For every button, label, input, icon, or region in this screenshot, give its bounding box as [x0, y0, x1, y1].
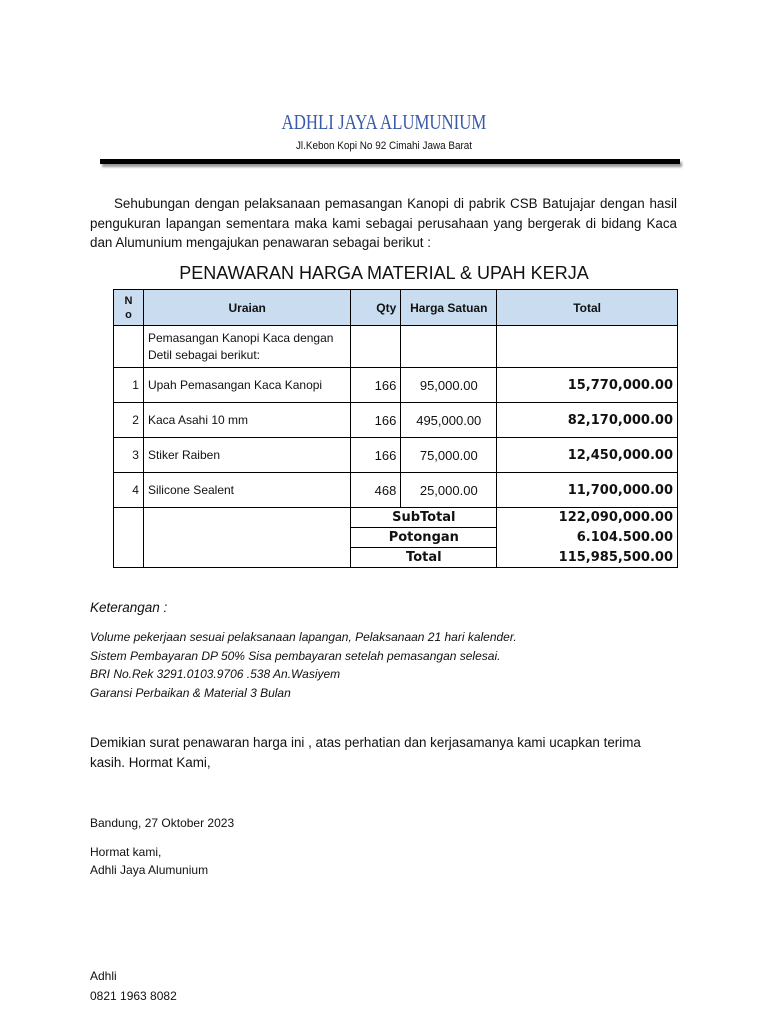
offer-heading: PENAWARAN HARGA MATERIAL & UPAH KERJA [179, 263, 589, 283]
header-divider [100, 159, 680, 164]
cell-no: 1 [114, 368, 144, 403]
signoff-company: Adhli Jaya Alumunium [90, 863, 209, 877]
cell-harga: 25,000.00 [401, 473, 497, 508]
table-row [114, 403, 678, 438]
note-line: Volume pekerjaan sesuai pelaksanaan lapangan, Pelaksanaan 21 hari kalender. [90, 630, 517, 644]
header-qty: Qty [351, 290, 401, 326]
cell-qty: 166 [351, 438, 401, 473]
table-header [114, 290, 678, 326]
cell-qty: 468 [351, 473, 401, 508]
note-line: BRI No.Rek 3291.0103.9706 .538 An.Wasiyem [90, 667, 341, 682]
company-address: Jl.Kebon Kopi No 92 Cimahi Jawa Barat [295, 140, 473, 152]
header-no: N o [114, 290, 144, 326]
date-line: Bandung, 27 Oktober 2023 [90, 816, 235, 830]
cell-no: 4 [114, 473, 144, 508]
cell-total: 11,700,000.00 [497, 473, 678, 508]
note-line: Garansi Perbaikan & Material 3 Bulan [90, 686, 291, 701]
notes-title: Keterangan : [90, 600, 168, 615]
intro-paragraph: Sehubungan dengan pelaksanaan pemasangan Kanopi di pabrik CSB Batujajar dengan hasil pengukuran lapangan sementara maka kami sebagai perusahaan yang bergerak di bidang Kaca dan Alumunium mengajukan penawaran sebagai berikut : [90, 196, 677, 250]
table-row [114, 326, 678, 368]
closing-paragraph: Demikian surat penawaran harga ini , atas perhatian dan kerjasamanya kami ucapkan terima kasih. Hormat Kami, [90, 735, 641, 770]
cell-harga: 95,000.00 [401, 368, 497, 403]
signoff-line: Hormat kami, [90, 845, 162, 859]
cell-qty: 166 [351, 368, 401, 403]
note-line: Sistem Pembayaran DP 50% Sisa pembayaran setelah pemasangan selesai. [90, 648, 501, 663]
cell-uraian: Kaca Asahi 10 mm [143, 403, 350, 438]
cell-uraian: Stiker Raiben [143, 438, 350, 473]
cell-qty: 166 [351, 403, 401, 438]
cell-total: 12,450,000.00 [497, 438, 678, 473]
notes-list [90, 628, 517, 703]
table-row [114, 368, 678, 403]
cell-uraian: Silicone Sealent [143, 473, 350, 508]
header-uraian: Uraian [143, 290, 350, 326]
signer-phone: 0821 1963 8082 [90, 989, 177, 1003]
cell-no: 3 [114, 438, 144, 473]
cell-total: 15,770,000.00 [497, 368, 678, 403]
signer-name: Adhli [90, 969, 117, 983]
cell-harga: 495,000.00 [401, 403, 497, 438]
summary-row [114, 508, 678, 528]
cell-harga: 75,000.00 [401, 438, 497, 473]
price-table [113, 289, 678, 568]
table-row [114, 438, 678, 473]
total-value: 115,985,500.00 [497, 548, 678, 568]
cell-uraian: Upah Pemasangan Kaca Kanopi [143, 368, 350, 403]
cell-no: 2 [114, 403, 144, 438]
header-total: Total [497, 290, 678, 326]
subtotal-label: SubTotal [351, 508, 497, 528]
intro-row-text: Pemasangan Kanopi Kaca dengan Detil sebagai berikut: [143, 326, 350, 368]
header-harga: Harga Satuan [401, 290, 497, 326]
potongan-label: Potongan [351, 528, 497, 548]
company-name: ADHLI JAYA ALUMUNIUM [281, 110, 487, 134]
total-label: Total [351, 548, 497, 568]
table-row [114, 473, 678, 508]
subtotal-value: 122,090,000.00 [497, 508, 678, 528]
potongan-value: 6.104.500.00 [497, 528, 678, 548]
cell-total: 82,170,000.00 [497, 403, 678, 438]
